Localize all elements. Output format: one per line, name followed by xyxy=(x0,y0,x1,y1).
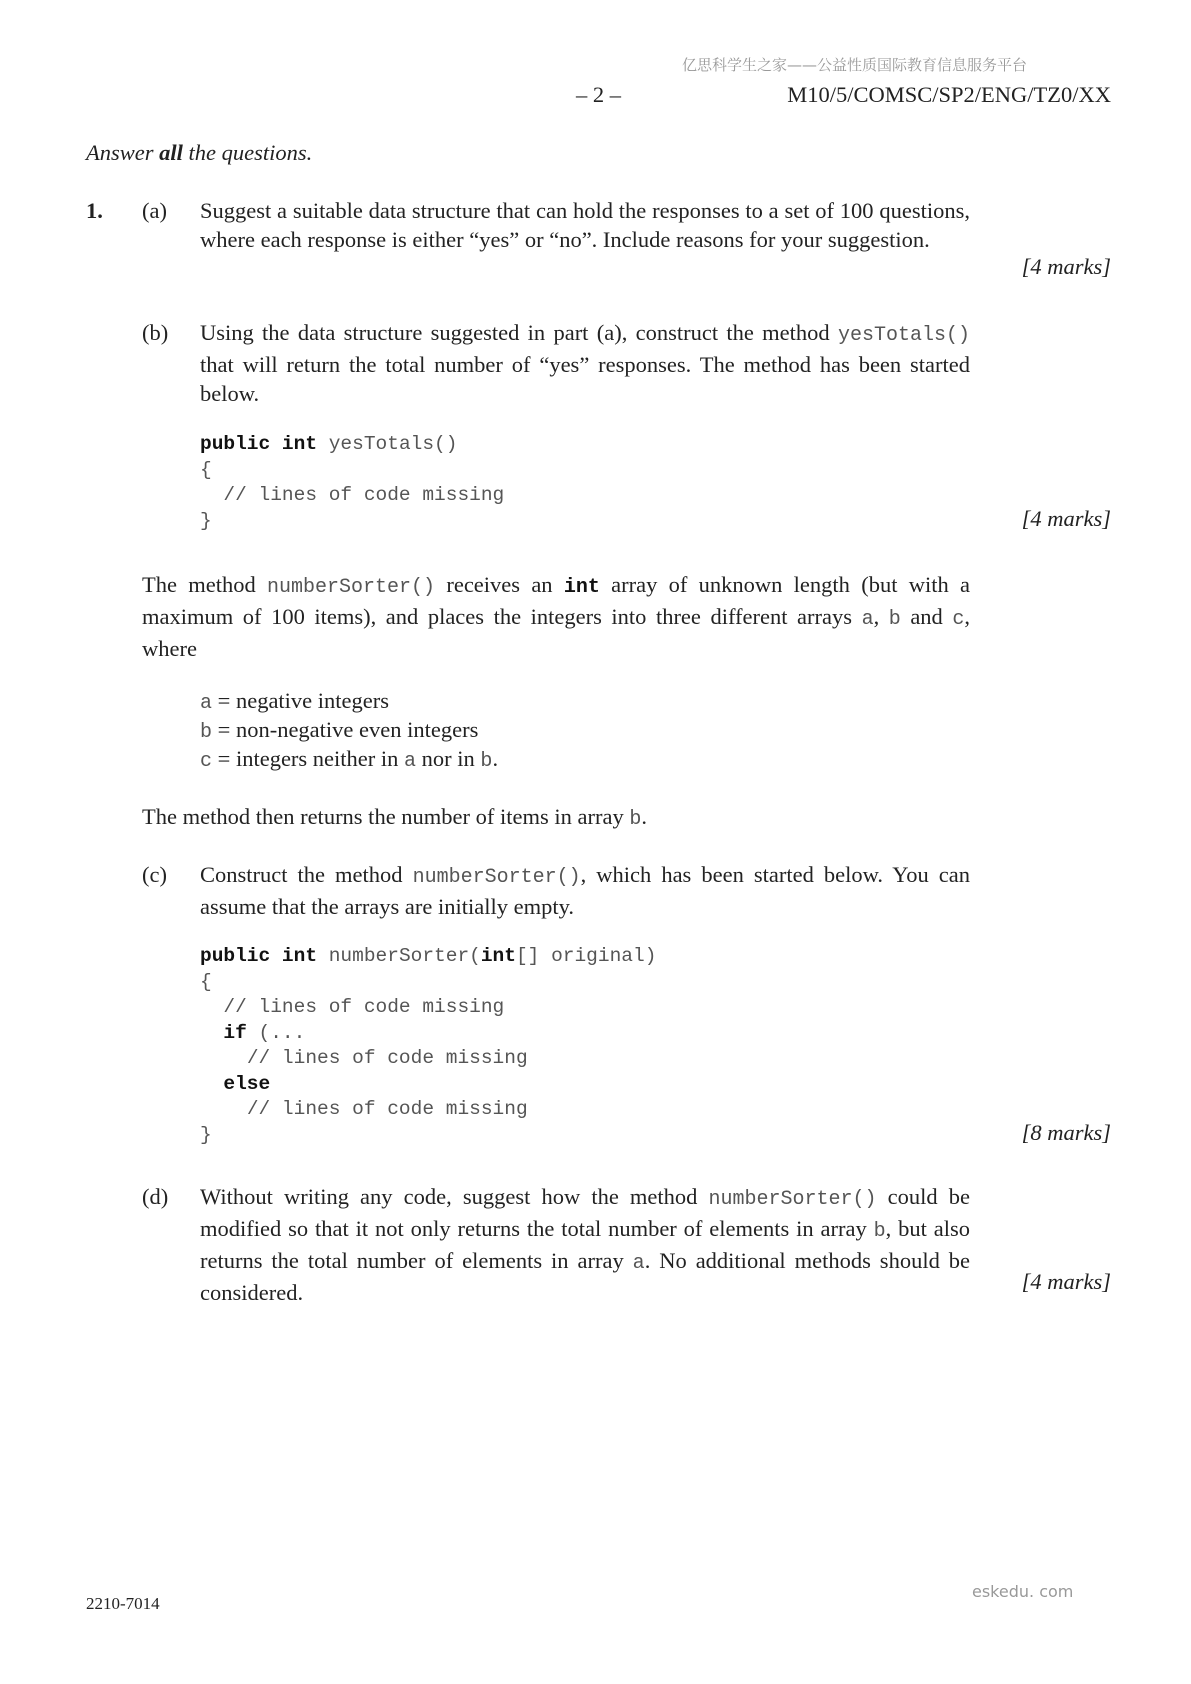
definition-b: b = non-negative even integers xyxy=(200,717,479,744)
paper-code: M10/5/COMSC/SP2/ENG/TZ0/XX xyxy=(787,82,1111,107)
code-block-c: public int numberSorter(int[] original) { // lines of code missing if (... // lines of code missing else // lines of code missing } xyxy=(200,945,657,1146)
instruction: Answer all the questions. xyxy=(86,140,313,165)
paper-footer-code: 2210-7014 xyxy=(86,1594,160,1613)
question-number: 1. xyxy=(86,198,103,223)
definition-a: a = negative integers xyxy=(200,688,390,715)
part-c-text: Construct the method numberSorter(), which has been started below. You can assume that the arrays are initially empty. xyxy=(200,862,970,919)
part-d-marks: [4 marks] xyxy=(1021,1269,1111,1294)
part-c-label: (c) xyxy=(142,862,167,887)
returns-sentence: The method then returns the number of items in array b. xyxy=(142,804,647,831)
watermark-top: 亿思科学生之家——公益性质国际教育信息服务平台 xyxy=(682,56,1028,74)
part-b-label: (b) xyxy=(142,320,169,345)
method-yestotals: yesTotals() xyxy=(837,324,970,347)
watermark-bottom: eskedu. com xyxy=(972,1582,1074,1601)
page-number: – 2 – xyxy=(576,82,621,107)
instruction-emphasis: all xyxy=(159,140,183,165)
part-b-marks: [4 marks] xyxy=(1021,506,1111,531)
part-d-label: (d) xyxy=(142,1184,169,1209)
part-d-text: Without writing any code, suggest how the method numberSorter() could be modified so that it not only returns the total number of elements in array b, but also returns the total number of elements in array a. No additional methods should be considered. xyxy=(200,1184,970,1305)
part-a-text: Suggest a suitable data structure that can hold the responses to a set of 100 questions, where each response is either “yes” or “no”. Include reasons for your suggestion. xyxy=(200,198,970,252)
part-b-text: Using the data structure suggested in part (a), construct the method yesTotals() that will return the total number of “yes” responses. The method has been started below. xyxy=(200,320,970,406)
definition-c: c = integers neither in a nor in b. xyxy=(200,746,499,773)
numbersorter-intro: The method numberSorter() receives an int array of unknown length (but with a maximum of 100 items), and places the integers into three different arrays a, b and c, where xyxy=(142,572,970,661)
part-a-marks: [4 marks] xyxy=(1021,254,1111,279)
code-block-b: public int yesTotals() { // lines of code missing } xyxy=(200,433,505,532)
part-c-marks: [8 marks] xyxy=(1021,1120,1111,1145)
part-a-label: (a) xyxy=(142,198,167,223)
method-numbersorter: numberSorter() xyxy=(412,866,581,889)
